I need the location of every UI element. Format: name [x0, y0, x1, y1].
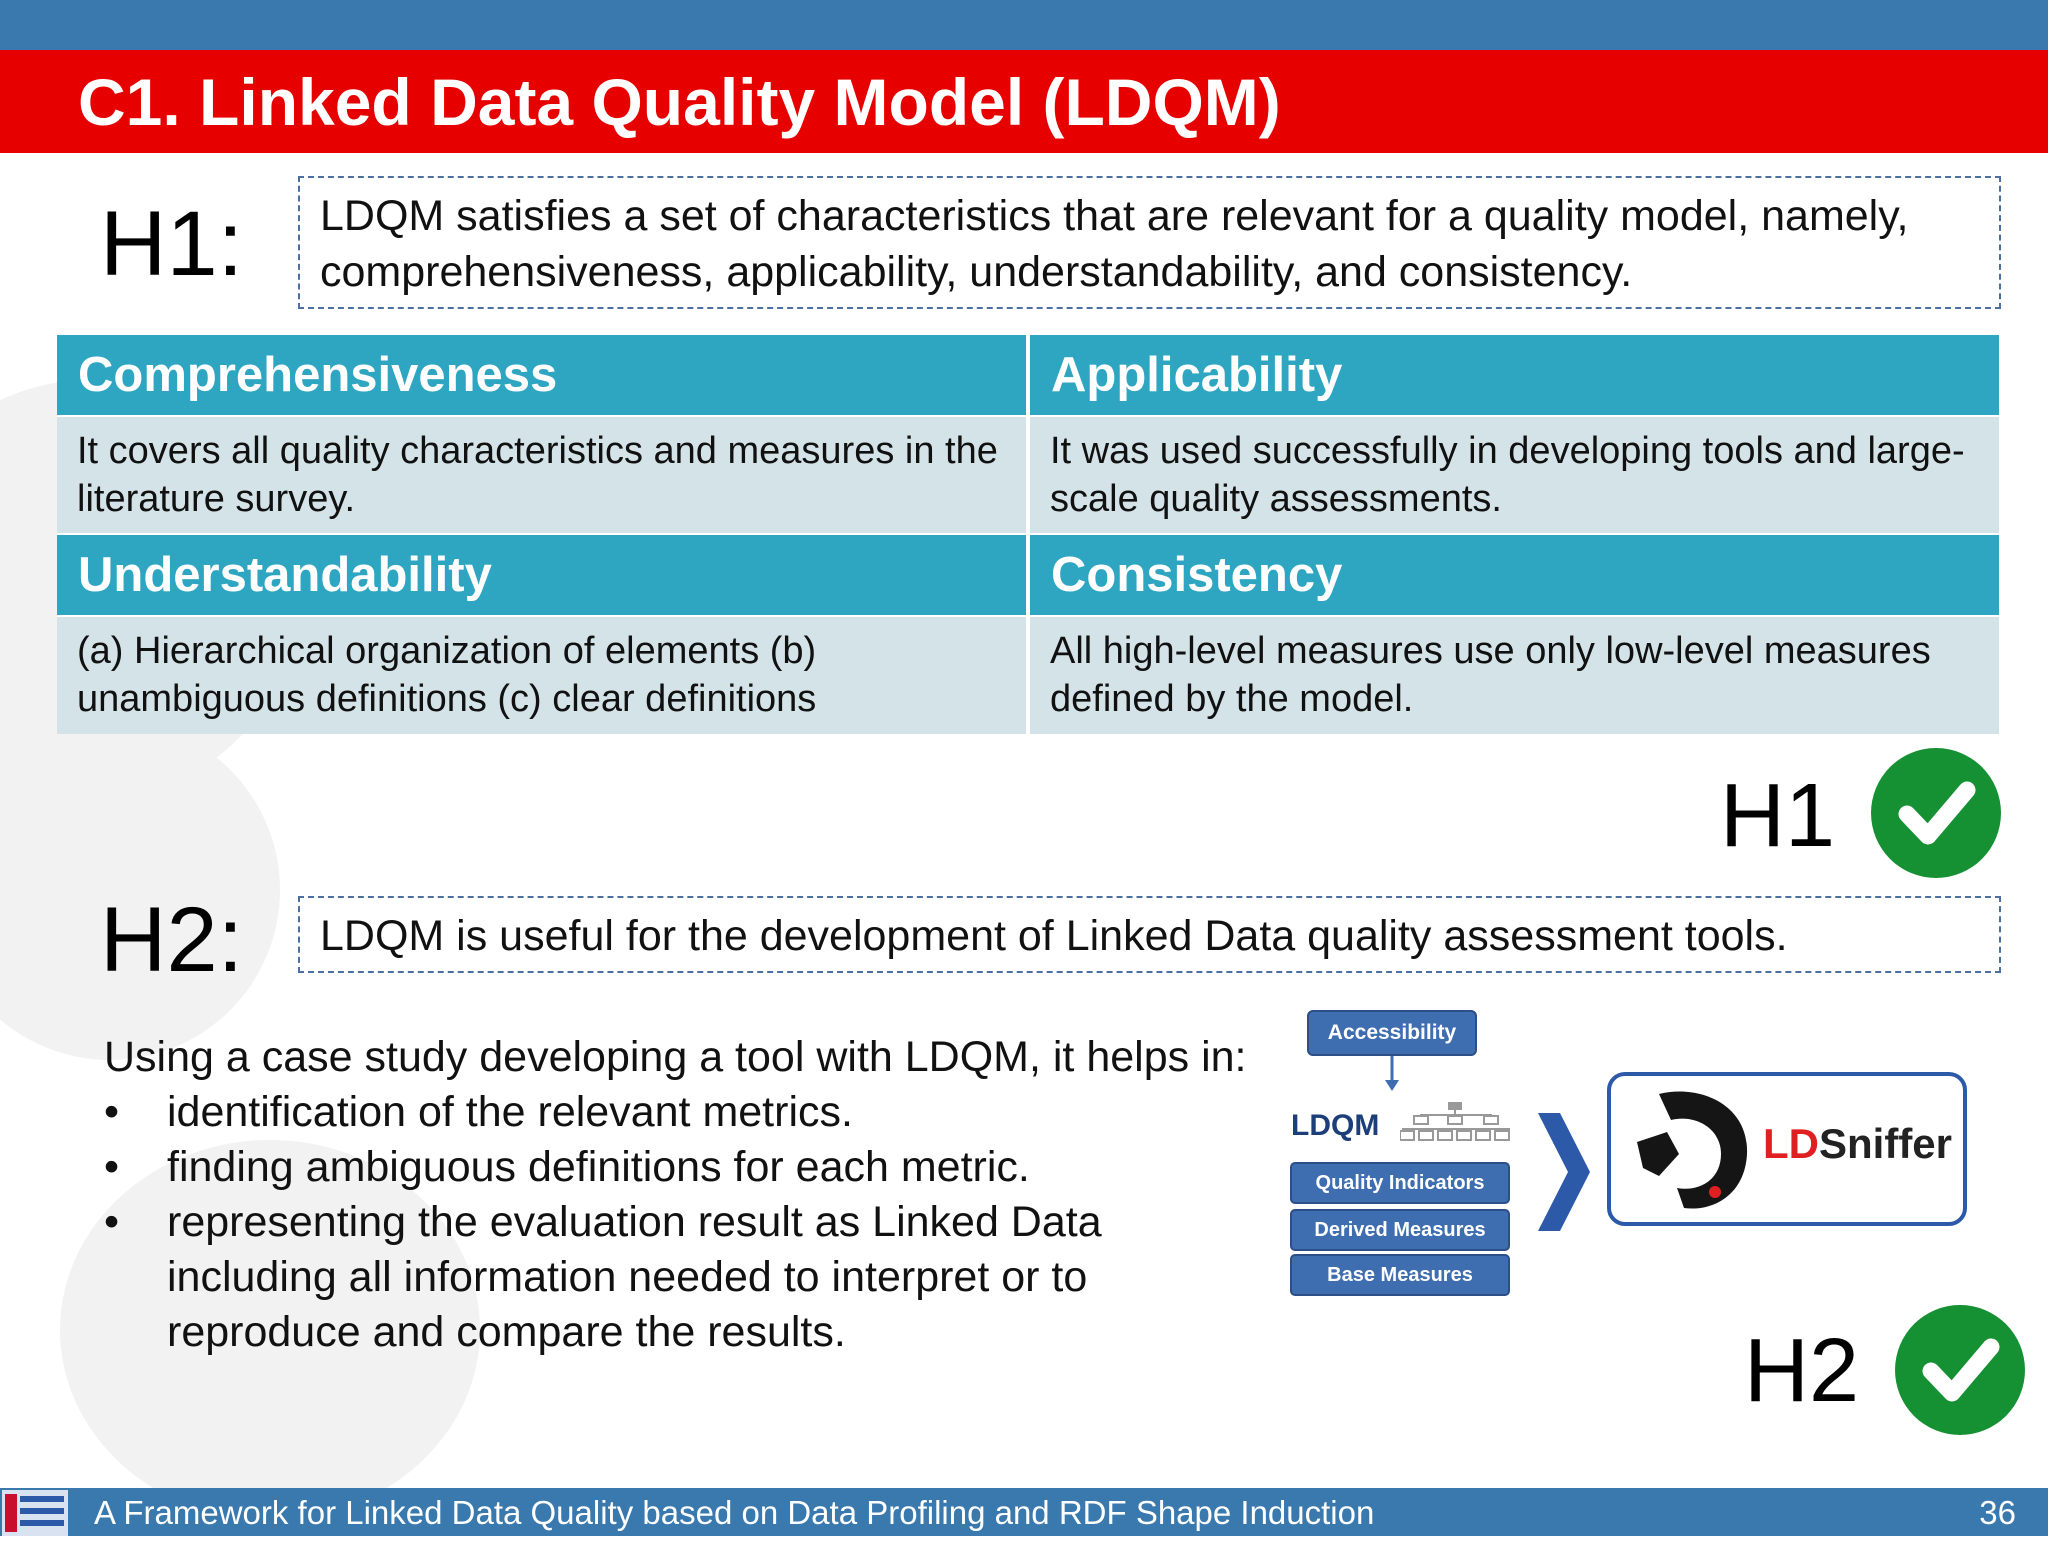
- table-cell: It covers all quality characteristics and measures in the literature survey.: [57, 417, 1026, 533]
- ldsniffer-wordmark: [1763, 1120, 1952, 1168]
- h1-label: H1:: [100, 193, 244, 295]
- table-header-cell: Understandability: [57, 535, 1026, 615]
- list-item: [104, 1085, 1264, 1140]
- top-strip: [0, 0, 2048, 50]
- title-bar: [0, 50, 2048, 153]
- h1-result-label: H1: [1720, 766, 1836, 866]
- down-arrow-icon: [1382, 1056, 1402, 1092]
- case-study-intro: Using a case study developing a tool with LDQM, it helps in:: [104, 1033, 1247, 1081]
- base-measures-box: Base Measures: [1290, 1254, 1510, 1296]
- footer-bar: [0, 1488, 2048, 1536]
- h2-statement: LDQM is useful for the development of Linked Data quality assessment tools.: [298, 896, 2001, 973]
- table-cell: All high-level measures use only low-level measures defined by the model.: [1030, 617, 1999, 734]
- bullet-list: [104, 1085, 1264, 1360]
- accessibility-box: Accessibility: [1307, 1010, 1477, 1056]
- ldsniffer-prefix: LD: [1763, 1120, 1819, 1167]
- bullet-text: finding ambiguous definitions for each metric.: [167, 1143, 1030, 1191]
- characteristics-table: [57, 335, 1999, 732]
- chevron-right-icon: [1538, 1113, 1590, 1231]
- hierarchy-icon: [1400, 1101, 1512, 1145]
- quality-indicators-box: Quality Indicators: [1290, 1162, 1510, 1204]
- bullet-text: representing the evaluation result as Linked Data including all information needed to interpret or to reproduce and compare the results.: [167, 1198, 1102, 1356]
- ldsniffer-suffix: Sniffer: [1819, 1120, 1953, 1167]
- case-study: [104, 1030, 1264, 1360]
- ldqm-label: LDQM: [1291, 1109, 1380, 1142]
- bullet-symbol: •: [104, 1198, 120, 1246]
- table-cell: It was used successfully in developing tools and large-scale quality assessments.: [1030, 417, 1999, 533]
- ldsniffer-logo: [1607, 1072, 1967, 1226]
- table-header-cell: Applicability: [1030, 335, 1999, 415]
- list-item: [104, 1195, 1264, 1360]
- checkmark-icon: [1895, 1305, 2025, 1435]
- table-cell: (a) Hierarchical organization of elements (b) unambiguous definitions (c) clear definitions: [57, 617, 1026, 734]
- h2-result-label: H2: [1744, 1321, 1860, 1421]
- bullet-symbol: •: [104, 1143, 120, 1191]
- list-item: [104, 1140, 1264, 1195]
- bullet-text: identification of the relevant metrics.: [167, 1088, 853, 1136]
- bullet-symbol: •: [104, 1088, 120, 1136]
- institution-logo: [2, 1490, 68, 1536]
- page-number: 36: [1979, 1494, 2016, 1531]
- checkmark-icon: [1871, 748, 2001, 878]
- table-header-cell: Comprehensiveness: [57, 335, 1026, 415]
- h2-label: H2:: [100, 889, 244, 991]
- table-header-cell: Consistency: [1030, 535, 1999, 615]
- ldsniffer-mark-icon: [1629, 1084, 1759, 1218]
- footer-title: A Framework for Linked Data Quality based on Data Profiling and RDF Shape Induction: [94, 1494, 1375, 1531]
- h1-statement: LDQM satisfies a set of characteristics that are relevant for a quality model, namely, comprehensiveness, applicability, understandability, and consistency.: [298, 176, 2001, 309]
- slide-title: C1. Linked Data Quality Model (LDQM): [78, 65, 1281, 139]
- derived-measures-box: Derived Measures: [1290, 1209, 1510, 1251]
